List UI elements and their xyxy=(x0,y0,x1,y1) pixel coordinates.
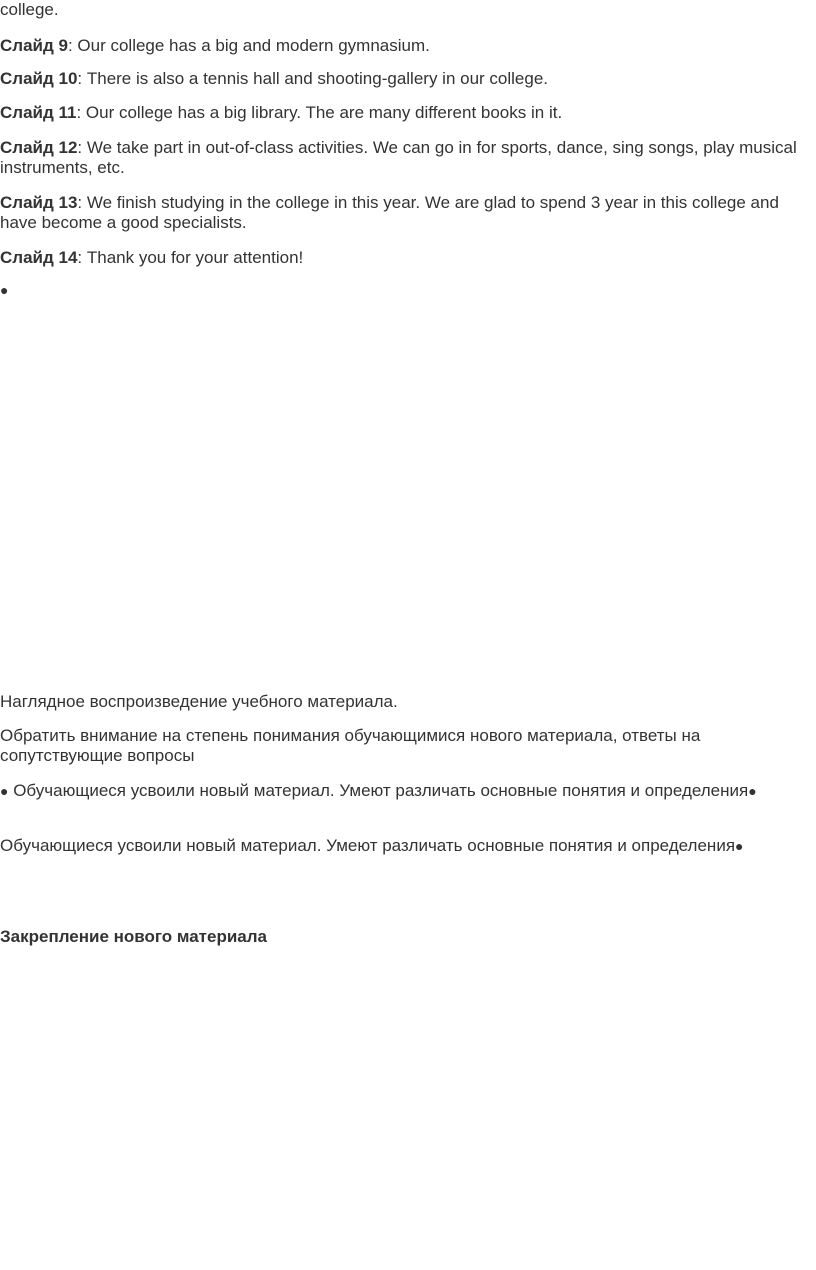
slide-text: : Our college has a big and modern gymnasium. xyxy=(67,36,430,55)
bullet-marker: ● xyxy=(0,783,9,799)
section-heading xyxy=(0,927,812,947)
slide-text: : We finish studying in the college in this year. We are glad to spend 3 year in this college and have become a good specialists. xyxy=(0,193,779,232)
outcome-line-1 xyxy=(0,781,812,801)
visual-reproduction-text: Наглядное воспроизведение учебного материала. xyxy=(0,692,398,711)
slide-13-line xyxy=(0,193,812,233)
slide-11-line xyxy=(0,103,812,123)
slide-9-line xyxy=(0,36,812,56)
intro-fragment: college. xyxy=(0,0,59,19)
bullet-marker: ● xyxy=(735,838,744,854)
slide-14-line xyxy=(0,248,812,268)
slide-label: Слайд 11 xyxy=(0,103,77,122)
bullet-marker: ● xyxy=(748,783,757,799)
slide-text: : There is also a tennis hall and shooting-gallery in our college. xyxy=(77,69,549,88)
slide-label: Слайд 12 xyxy=(0,138,78,157)
slide-text: : Thank you for your attention! xyxy=(77,248,304,267)
outcome-line-2 xyxy=(0,836,812,856)
section-heading-text: Закрепление нового материала xyxy=(0,927,268,946)
slide-text: : Our college has a big library. The are many different books in it. xyxy=(76,103,563,122)
bullet-marker: ● xyxy=(0,282,9,298)
slide-label: Слайд 9 xyxy=(0,36,68,55)
slide-label: Слайд 13 xyxy=(0,193,78,212)
slide-12-line xyxy=(0,138,812,178)
slide-text: : We take part in out-of-class activities. We can go in for sports, dance, sing songs, play musical instruments, etc. xyxy=(0,138,797,177)
outcome-text: Обучающиеся усвоили новый материал. Умеют различать основные понятия и определения xyxy=(0,836,736,855)
slide-label: Слайд 10 xyxy=(0,69,78,88)
slide-10-line xyxy=(0,69,812,89)
attention-text: Обратить внимание на степень понимания обучающимися нового материала, ответы на сопутствующие вопросы xyxy=(0,726,701,765)
outcome-text: Обучающиеся усвоили новый материал. Умеют различать основные понятия и определения xyxy=(13,781,749,800)
slide-label: Слайд 14 xyxy=(0,248,78,267)
